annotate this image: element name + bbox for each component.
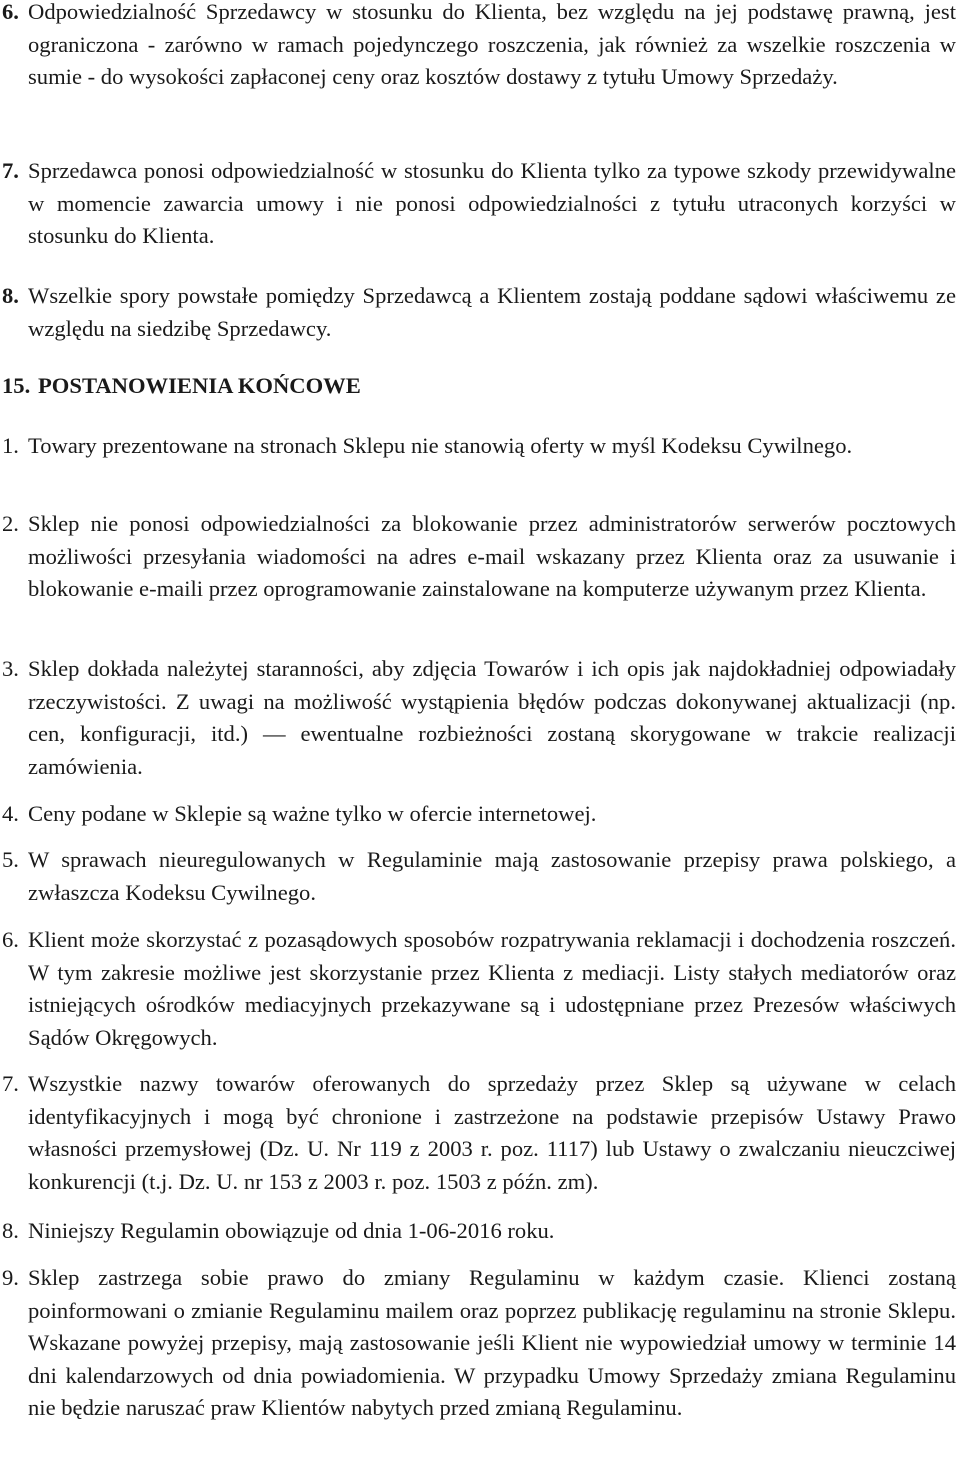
item-text: Towary prezentowane na stronach Sklepu nie stanowią oferty w myśl Kodeksu Cywilnego. bbox=[28, 433, 853, 458]
item-number: 7. bbox=[2, 158, 19, 183]
item-number: 6. bbox=[2, 0, 19, 24]
item-number: 1. bbox=[2, 433, 19, 458]
item-number: 8. bbox=[2, 283, 19, 308]
list-item bbox=[2, 653, 956, 783]
item-text: Sprzedawca ponosi odpowiedzialność w stosunku do Klienta tylko za typowe szkody przewidywalne w momencie zawarcia umowy i nie ponosi odpowiedzialności z tytułu utraconych korzyści w stosunku do Klienta. bbox=[28, 158, 956, 248]
item-text: Sklep zastrzega sobie prawo do zmiany Regulaminu w każdym czasie. Klienci zostaną poinformowani o zmianie Regulaminu mailem oraz poprzez publikację regulaminu na stronie Sklepu. Wskazane powyżej przepisy, mają zastosowanie jeśli Klient nie wypowiedział umowy w terminie 14 dni kalendarzowych od dnia powiadomienia. W przypadku Umowy Sprzedaży zmiana Regulaminu nie będzie naruszać praw Klientów nabytych przed zmianą Regulaminu. bbox=[28, 1265, 956, 1420]
item-text: Odpowiedzialność Sprzedawcy w stosunku do Klienta, bez względu na jej podstawę prawną, jest ograniczona - zarówno w ramach pojedynczego roszczenia, jak również za wszelkie roszczenia w sumie - do wysokości zapłaconej ceny oraz kosztów dostawy z tytułu Umowy Sprzedaży. bbox=[28, 0, 956, 89]
list-item bbox=[2, 1068, 956, 1198]
item-number: 6. bbox=[2, 927, 19, 952]
item-text: Ceny podane w Sklepie są ważne tylko w ofercie internetowej. bbox=[28, 801, 597, 826]
item-number: 4. bbox=[2, 801, 19, 826]
item-text: Sklep nie ponosi odpowiedzialności za blokowanie przez administratorów serwerów pocztowych możliwości przesyłania wiadomości na adres e-mail wskazany przez Klienta oraz za usuwanie i blokowanie e-maili przez oprogramowanie zainstalowane na komputerze używanym przez Klienta. bbox=[28, 511, 956, 601]
list-item bbox=[2, 280, 956, 345]
section-heading bbox=[2, 370, 956, 402]
list-item bbox=[2, 1262, 956, 1425]
item-text: Klient może skorzystać z pozasądowych sposobów rozpatrywania reklamacji i dochodzenia roszczeń. W tym zakresie możliwe jest skorzystanie przez Klienta z mediacji. Listy stałych mediatorów oraz istniejących ośrodków mediacyjnych przekazywane są i udostępniane przez Prezesów właściwych Sądów Okręgowych. bbox=[28, 927, 956, 1050]
item-text: Niniejszy Regulamin obowiązuje od dnia 1-06-2016 roku. bbox=[28, 1218, 555, 1243]
item-text: Wszelkie spory powstałe pomiędzy Sprzedawcą a Klientem zostają poddane sądowi właściwemu ze względu na siedzibę Sprzedawcy. bbox=[28, 283, 956, 341]
item-number: 2. bbox=[2, 511, 19, 536]
item-number: 7. bbox=[2, 1071, 19, 1096]
list-item bbox=[2, 508, 956, 606]
item-text: W sprawach nieuregulowanych w Regulaminie mają zastosowanie przepisy prawa polskiego, a zwłaszcza Kodeksu Cywilnego. bbox=[28, 847, 956, 905]
item-text: Sklep dokłada należytej staranności, aby zdjęcia Towarów i ich opis jak najdokładniej odpowiadały rzeczywistości. Z uwagi na możliwość wystąpienia błędów podczas dokonywanej aktualizacji (np. cen, konfiguracji, itd.) — ewentualne rozbieżności zostaną skorygowane w trakcie realizacji zamówienia. bbox=[28, 656, 956, 779]
list-item bbox=[2, 924, 956, 1054]
item-text: Wszystkie nazwy towarów oferowanych do sprzedaży przez Sklep są używane w celach identyfikacyjnych i mogą być chronione i zastrzeżone na podstawie przepisów Ustawy Prawo własności przemysłowej (Dz. U. Nr 119 z 2003 r. poz. 1117) lub Ustawy o zwalczaniu nieuczciwej konkurencji (t.j. Dz. U. nr 153 z 2003 r. poz. 1503 z późn. zm). bbox=[28, 1071, 956, 1194]
item-number: 3. bbox=[2, 656, 19, 681]
item-number: 9. bbox=[2, 1265, 19, 1290]
section-title: POSTANOWIENIA KOŃCOWE bbox=[38, 373, 361, 398]
list-item bbox=[2, 430, 956, 463]
list-item bbox=[2, 1215, 956, 1248]
item-number: 5. bbox=[2, 847, 19, 872]
list-item bbox=[2, 155, 956, 253]
item-number: 8. bbox=[2, 1218, 19, 1243]
list-item bbox=[2, 0, 956, 94]
list-item bbox=[2, 844, 956, 909]
section-number: 15. bbox=[2, 373, 31, 398]
list-item bbox=[2, 798, 956, 831]
